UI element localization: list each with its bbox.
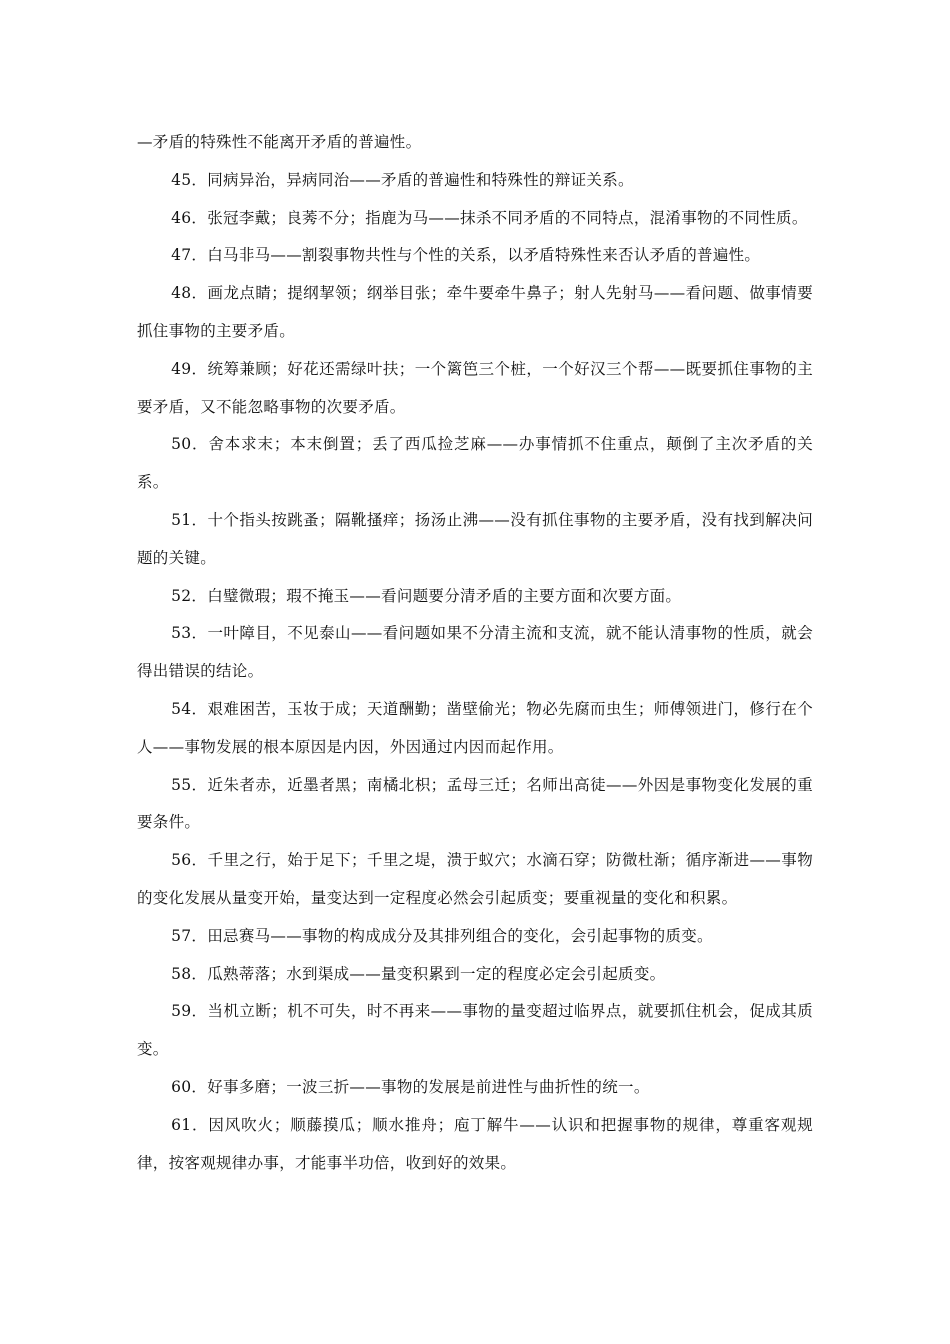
paragraph-item-55: 55．近朱者赤，近墨者黑；南橘北枳；孟母三迁；名师出高徒——外因是事物变化发展的重要条件。 <box>137 775 813 832</box>
paragraph-item-58: 58．瓜熟蒂落；水到渠成——量变积累到一定的程度必定会引起质变。 <box>171 964 666 983</box>
paragraph-item-56: 56．千里之行，始于足下；千里之堤，溃于蚁穴；水滴石穿；防微杜渐；循序渐进——事物的变化发展从量变开始，量变达到一定程度必然会引起质变；要重视量的变化和积累。 <box>137 851 813 907</box>
paragraph-item-49: 49．统筹兼顾；好花还需绿叶扶；一个篱笆三个桩，一个好汉三个帮——既要抓住事物的主要矛盾，又不能忽略事物的次要矛盾。 <box>137 359 813 416</box>
paragraph-item-52: 52．白璧微瑕；瑕不掩玉——看问题要分清矛盾的主要方面和次要方面。 <box>171 586 682 605</box>
paragraph-continuation: —矛盾的特殊性不能离开矛盾的普遍性。 <box>137 133 422 151</box>
document-body <box>137 124 813 1182</box>
paragraph-item-57: 57．田忌赛马——事物的构成成分及其排列组合的变化，会引起事物的质变。 <box>171 926 713 945</box>
paragraph-item-47: 47．白马非马——割裂事物共性与个性的关系，以矛盾特殊性来否认矛盾的普遍性。 <box>171 246 761 265</box>
paragraph-item-50: 50．舍本求末；本末倒置；丢了西瓜捡芝麻——办事情抓不住重点，颠倒了主次矛盾的关系。 <box>137 435 813 492</box>
paragraph-item-53: 53．一叶障目，不见泰山——看问题如果不分清主流和支流，就不能认清事物的性质，就会得出错误的结论。 <box>137 624 813 681</box>
paragraph-item-61: 61．因风吹火；顺藤摸瓜；顺水推舟；庖丁解牛——认识和把握事物的规律，尊重客观规律，按客观规律办事，才能事半功倍，收到好的效果。 <box>137 1115 813 1172</box>
paragraph-item-51: 51．十个指头按跳蚤；隔靴搔痒；扬汤止沸——没有抓住事物的主要矛盾，没有找到解决问题的关键。 <box>137 510 813 567</box>
paragraph-item-48: 48．画龙点睛；提纲挈领；纲举目张；牵牛要牵牛鼻子；射人先射马——看问题、做事情要抓住事物的主要矛盾。 <box>137 284 813 340</box>
paragraph-item-59: 59．当机立断；机不可失，时不再来——事物的量变超过临界点，就要抓住机会，促成其质变。 <box>137 1002 813 1059</box>
paragraph-item-60: 60．好事多磨；一波三折——事物的发展是前进性与曲折性的统一。 <box>171 1077 650 1096</box>
paragraph-item-46: 46．张冠李戴；良莠不分；指鹿为马——抹杀不同矛盾的不同特点，混淆事物的不同性质。 <box>171 208 808 227</box>
paragraph-item-45: 45．同病异治，异病同治——矛盾的普遍性和特殊性的辩证关系。 <box>171 170 634 189</box>
paragraph-item-54: 54．艰难困苦，玉妆于成；天道酬勤；凿壁偷光；物必先腐而虫生；师傅领进门，修行在个人——事物发展的根本原因是内因，外因通过内因而起作用。 <box>137 699 813 756</box>
